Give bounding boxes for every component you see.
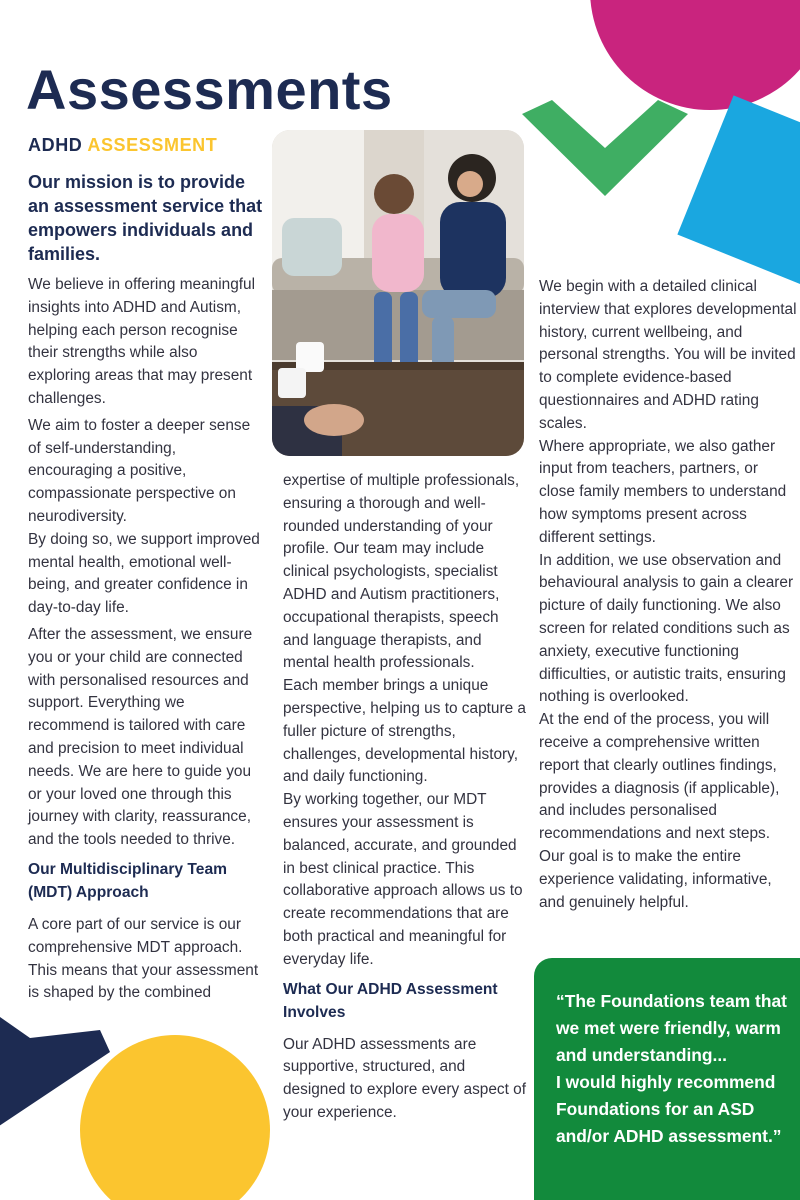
paragraph-insights: We believe in offering meaningful insights into ADHD and Autism, helping each person recognise their strengths while also exploring areas that may present challenges. [28,276,256,407]
paragraph-goal: Our goal is to make the entire experience validating, informative, and genuinely helpful. [539,847,772,911]
subtitle-adhd: ADHD [28,135,88,155]
paragraph-expertise: expertise of multiple professionals, ensuring a thorough and well-rounded understanding of your profile. Our team may include clinical psychologists, specialist ADHD and Autism practitioners, occupational therapists, speech and language therapists, and mental health professionals. [283,472,520,672]
page-title: Assessments [26,58,393,121]
paragraph-after-assessment: After the assessment, we ensure you or your child are connected with personalised resources and support. Everything we recommend is tailored with care and precision to meet individual needs. We are here to guide you or your loved one through this journey with clarity, reassurance, and the tools needed to thrive. [28,625,253,849]
paragraph-support: By doing so, we support improved mental health, emotional well-being, and greater confidence in day-to-day life. [28,530,260,617]
paragraph-mdt-core: A core part of our service is our comprehensive MDT approach. This means that your assessment is shaped by the combined [28,915,259,1002]
photo-illustration [272,130,524,456]
family-photo [272,130,524,456]
section-subtitle [28,135,217,156]
heading-mdt-approach: Our Multidisciplinary Team (MDT) Approach [28,860,228,901]
paragraph-report: At the end of the process, you will receive a comprehensive written report that clearly outlines findings, provides a diagnosis (if applicable), and includes personalised recommendations and next steps. [539,711,780,843]
heading-assessment-involves: What Our ADHD Assessment Involves [283,980,498,1021]
paragraph-self-understanding: We aim to foster a deeper sense of self-understanding, encouraging a positive, compassionate perspective on neurodiversity. [28,416,251,525]
text-column-1 [28,170,264,1005]
text-column-3 [539,276,797,914]
testimonial-quote: “The Foundations team that we met were friendly, warm and understanding... I would highly recommend Foundations for an ASD and/or ADHD assessment.” [556,991,787,1146]
paragraph-observation: In addition, we use observation and behavioural analysis to gain a clearer picture of daily functioning. We also screen for related conditions such as anxiety, executive functioning difficulties, or autistic traits, ensuring nothing is overlooked. [539,551,794,706]
text-column-2 [283,470,528,1125]
paragraph-input: Where appropriate, we also gather input from teachers, partners, or close family members to understand how symptoms present across different settings. [539,437,787,546]
paragraph-assessments: Our ADHD assessments are supportive, structured, and designed to explore every aspect of your experience. [283,1035,526,1121]
subtitle-assessment: ASSESSMENT [87,135,218,155]
paragraph-interview: We begin with a detailed clinical interview that explores developmental history, current wellbeing, and personal strengths. You will be invited to complete evidence-based questionnaires and ADHD rating scales. [539,278,797,432]
paragraph-perspective: Each member brings a unique perspective, helping us to capture a fuller picture of strengths, challenges, developmental history, and daily functioning. [283,677,526,786]
pink-circle-decoration [590,0,800,110]
mission-statement: Our mission is to provide an assessment service that empowers individuals and families. [28,172,263,264]
green-chevron-decoration [522,100,688,196]
testimonial-box [534,958,800,1200]
paragraph-working-together: By working together, our MDT ensures your assessment is balanced, accurate, and grounded in best clinical practice. This collaborative approach allows us to create recommendations that are both practical and meaningful for everyday life. [283,791,523,968]
blue-square-decoration [677,95,800,290]
